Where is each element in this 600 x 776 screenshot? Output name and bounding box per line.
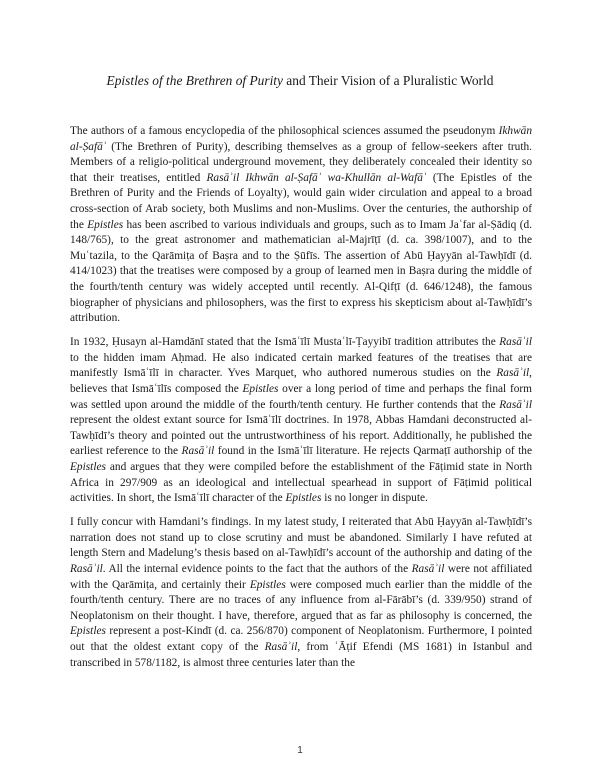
italic-run: Rasāʾil xyxy=(499,336,532,349)
text-run: The authors of a famous encyclopedia of the philosophical sciences assumed the pseudonym xyxy=(70,125,499,137)
italic-run: Rasāʾil xyxy=(70,563,103,576)
paragraph-3 xyxy=(70,515,532,671)
italic-run: Epistles xyxy=(249,578,286,591)
text-run: (The Epistles of the Brethren of Purity and the Friends of Loyalty), would gain wider circulation and appeal to a broad cross-section of Arab society, both Muslims and non-Muslims. Over the centuries, the authorship of the xyxy=(70,171,532,231)
page-number: 1 xyxy=(297,745,303,756)
italic-run: Rasāʾil xyxy=(181,445,215,458)
text-run: represent the oldest extant source for Ismāʿīlī doctrines. In 1978, Abbas Hamdani deconstructed al-Tawḥīdī’s theory and pointed out the untrustworthiness of his report. Additionally, he published the earliest reference to the xyxy=(70,414,532,458)
italic-run: Rasāʾil xyxy=(496,367,530,380)
text-run: were not affiliated with the Qarāmiṭa, and certainly their xyxy=(70,563,532,591)
paper-title-italic: Epistles of the Brethren of Purity xyxy=(106,73,283,88)
italic-run: Epistles xyxy=(70,460,106,473)
text-run: . All the internal evidence points to the fact that the authors of the xyxy=(102,563,412,576)
text-run: In 1932, Ḥusayn al-Hamdānī stated that the Ismāʿīlī Mustaʿlī-Ṭayyibī tradition attributes the xyxy=(70,336,500,349)
paper-title xyxy=(0,72,600,90)
body-text xyxy=(70,124,532,680)
italic-run: Ikhwān al-Ṣafāʾ xyxy=(70,125,532,153)
text-run: over a long period of time and perhaps the final form was settled upon around the middle of the fourth/tenth century. He further contends that the xyxy=(70,383,532,411)
italic-run: Rasāʾil xyxy=(499,398,532,411)
text-run: is no longer in dispute. xyxy=(321,492,428,505)
italic-run: Rasāʾil Ikhwān al-Ṣafāʾ wa-Khullān al-Wafāʾ xyxy=(206,171,427,184)
italic-run: Rasāʾil xyxy=(264,641,298,653)
text-run: represent a post-Kindī (d. ca. 256/870) component of Neoplatonism. Furthermore, I pointed out that the oldest extant copy of the xyxy=(70,625,532,653)
paragraph-2 xyxy=(70,335,532,507)
text-run: found in the Ismāʿīlī literature. He rejects Qarmaṭī authorship of the xyxy=(214,445,532,458)
italic-run: Epistles xyxy=(87,218,124,231)
text-run: , believes that Ismāʿīlīs composed the xyxy=(70,367,532,395)
text-run: (The Brethren of Purity), describing themselves as a group of fellow-seekers after truth. Members of a religio-political underground movement, they deliberately concealed their identity so that their treatises, entitled xyxy=(70,140,532,184)
paper-title-rest: and Their Vision of a Pluralistic World xyxy=(282,73,494,88)
italic-run: Epistles xyxy=(242,383,279,395)
text-run: has been ascribed to various individuals and groups, such as to Imam Jaʿfar al-Ṣādiq (d. 148/765), to the great astronomer and mathematician al-Majrīṭī (d. ca. 398/1007), and to the Muʿtazila, to the Qarāmiṭa of Baṣra and to the Ṣūfīs. The assertion of Abū Ḥayyān al-Tawḥīdī (d. 414/1023) that the treatises were composed by a group of learned men in Baṣra during the middle of the fourth/tenth century was widely accepted until recently. Al-Qifṭī (d. 646/1248), the famous biographer of physicians and philosophers, was the first to express his skepticism about al-Tawḥīdī’s attribution. xyxy=(70,218,532,325)
text-run: I fully concur with Hamdani’s findings. In my latest study, I reiterated that Abū Ḥayyān al-Tawḥīdī’s narration does not stand up to close scrutiny and must be abandoned. Similarly I have refuted at length Stern and Madelung’s thesis based on al-Tawḥīdī’s account of the authorship and dating of the xyxy=(70,516,532,560)
italic-run: Rasāʾil xyxy=(411,563,445,576)
text-run: and argues that they were compiled before the establishment of the Fāṭimid state in North Africa in 297/909 as an ideological and intellectual spearhead in support of Fāṭimid political activities. In short, the Ismāʿīlī character of the xyxy=(70,460,532,505)
italic-run: Epistles xyxy=(285,492,322,505)
text-run: , from ʿĀṭif Efendi (MS 1681) in Istanbul and transcribed in 578/1182, is almost three centuries later than the xyxy=(70,641,532,669)
paragraph-1 xyxy=(70,124,532,327)
text-run: were composed much earlier than the middle of the fourth/tenth century. There are no traces of any influence from al-Fārābī’s (d. 339/950) strand of Neoplatonism on their thought. I have, therefore, argued that as far as philosophy is concerned, the xyxy=(70,578,532,622)
italic-run: Epistles xyxy=(70,625,106,638)
text-run: to the hidden imam Aḥmad. He also indicated certain marked features of the treatises that are manifestly Ismāʿīlī in character. Yves Marquet, who authored numerous studies on the xyxy=(70,351,532,380)
